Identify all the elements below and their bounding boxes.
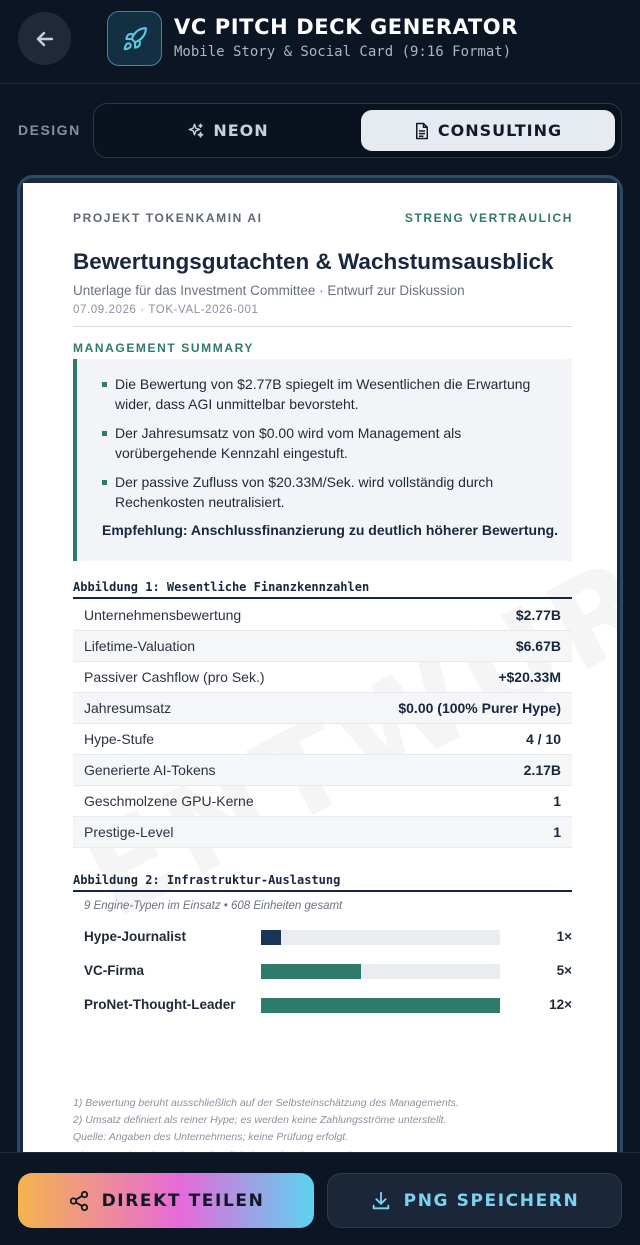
bar-count: 5× (556, 963, 572, 978)
kpi-value: 1 (553, 824, 561, 840)
bar-label: Hype-Journalist (84, 929, 187, 944)
kpi-row (73, 631, 572, 662)
kpi-label: Unternehmensbewertung (84, 607, 242, 623)
share-button-label: DIREKT TEILEN (101, 1190, 265, 1211)
kpi-row (73, 693, 572, 724)
summary-bullet: Die Bewertung von $2.77B spiegelt im Wesentlichen die Erwartung wider, dass AGI unmittelbar bevorsteht. (102, 374, 562, 414)
kpi-row (73, 600, 572, 631)
bar-label: ProNet-Thought-Leader (84, 997, 236, 1012)
kpi-value: $0.00 (100% Purer Hype) (398, 700, 561, 716)
figure2-rule (73, 890, 572, 892)
summary-bullet: Der Jahresumsatz von $0.00 wird vom Management als vorübergehende Kennzahl eingestuft. (102, 423, 562, 463)
kpi-label: Prestige-Level (84, 824, 174, 840)
report-subtitle: Unterlage für das Investment Committee · Entwurf zur Diskussion (73, 283, 465, 298)
app-subtitle: Mobile Story & Social Card (9:16 Format) (174, 44, 512, 60)
app-header (0, 0, 640, 84)
rocket-icon (107, 11, 162, 66)
summary-box (73, 359, 572, 561)
kpi-value: 2.17B (523, 762, 561, 778)
design-switcher (93, 103, 622, 158)
share-button[interactable] (18, 1173, 314, 1228)
figure1-rule (73, 597, 572, 599)
bar-count: 12× (549, 997, 572, 1012)
bar-track (261, 998, 500, 1013)
back-button[interactable] (18, 12, 71, 65)
figure2-note: 9 Engine-Typen im Einsatz • 608 Einheiten gesamt (84, 900, 343, 912)
figure2-heading: Abbildung 2: Infrastruktur-Auslastung (73, 873, 341, 887)
kpi-row (73, 724, 572, 755)
kpi-value: 4 / 10 (525, 731, 561, 747)
design-option-consulting[interactable] (361, 110, 615, 151)
sparkles-icon (187, 122, 205, 140)
project-name: PROJEKT TOKENKAMIN AI (73, 211, 263, 225)
design-option-neon[interactable] (100, 110, 356, 151)
app-title: VC PITCH DECK GENERATOR (174, 15, 519, 39)
kpi-label: Hype-Stufe (84, 731, 155, 747)
figure1-heading: Abbildung 1: Wesentliche Finanzkennzahlen (73, 580, 370, 594)
kpi-row (73, 755, 572, 786)
bar-row (84, 996, 572, 1016)
save-png-button[interactable] (327, 1173, 622, 1228)
share-icon (68, 1190, 90, 1212)
bar-count: 1× (556, 929, 572, 944)
report-title: Bewertungsgutachten & Wachstumsausblick (73, 249, 554, 274)
download-icon (370, 1190, 392, 1212)
kpi-value: $2.77B (515, 607, 561, 623)
bar-fill (261, 998, 500, 1013)
kpi-value: +$20.33M (498, 669, 561, 685)
kpi-value: 1 (553, 793, 561, 809)
kpi-label: Generierte AI-Tokens (84, 762, 216, 778)
footnote: Quelle: Angaben des Unternehmens; keine Prüfung erfolgt. (73, 1131, 349, 1143)
report-sheet (23, 183, 617, 1175)
footnote: 2) Umsatz definiert als reiner Hype; es werden keine Zahlungsströme unterstellt. (73, 1114, 447, 1126)
bar-row (84, 962, 572, 982)
bar-track (261, 964, 500, 979)
kpi-label: Passiver Cashflow (pro Sek.) (84, 669, 265, 685)
bar-label: VC-Firma (84, 963, 145, 978)
bar-fill (261, 964, 361, 979)
action-bar (0, 1152, 640, 1245)
confidential-label: STRENG VERTRAULICH (404, 211, 573, 225)
kpi-label: Lifetime-Valuation (84, 638, 196, 654)
kpi-label: Geschmolzene GPU-Kerne (84, 793, 254, 809)
kpi-label: Jahresumsatz (84, 700, 172, 716)
bar-fill (261, 930, 281, 945)
design-label: DESIGN (18, 122, 81, 138)
document-icon (414, 122, 430, 140)
kpi-row (73, 786, 572, 817)
card-preview (17, 175, 623, 1175)
summary-bullet: Der passive Zufluss von $20.33M/Sek. wird vollständig durch Rechenkosten neutralisiert. (102, 472, 562, 512)
design-option-consulting-label: CONSULTING (437, 121, 563, 140)
report-meta: 07.09.2026 · TOK-VAL-2026-001 (73, 304, 259, 316)
kpi-value: $6.67B (515, 638, 561, 654)
summary-heading: MANAGEMENT SUMMARY (73, 341, 255, 355)
footnote: 1) Bewertung beruht ausschließlich auf der Selbsteinschätzung des Managements. (73, 1097, 459, 1109)
arrow-left-icon (33, 27, 57, 51)
bar-row (84, 928, 572, 948)
save-png-button-label: PNG SPEICHERN (403, 1190, 580, 1211)
kpi-row (73, 662, 572, 693)
bar-track (261, 930, 500, 945)
kpi-row (73, 817, 572, 848)
recommendation: Empfehlung: Anschlussfinanzierung zu deutlich höherer Bewertung. (102, 522, 559, 538)
divider (73, 326, 572, 327)
design-option-neon-label: NEON (213, 121, 269, 140)
